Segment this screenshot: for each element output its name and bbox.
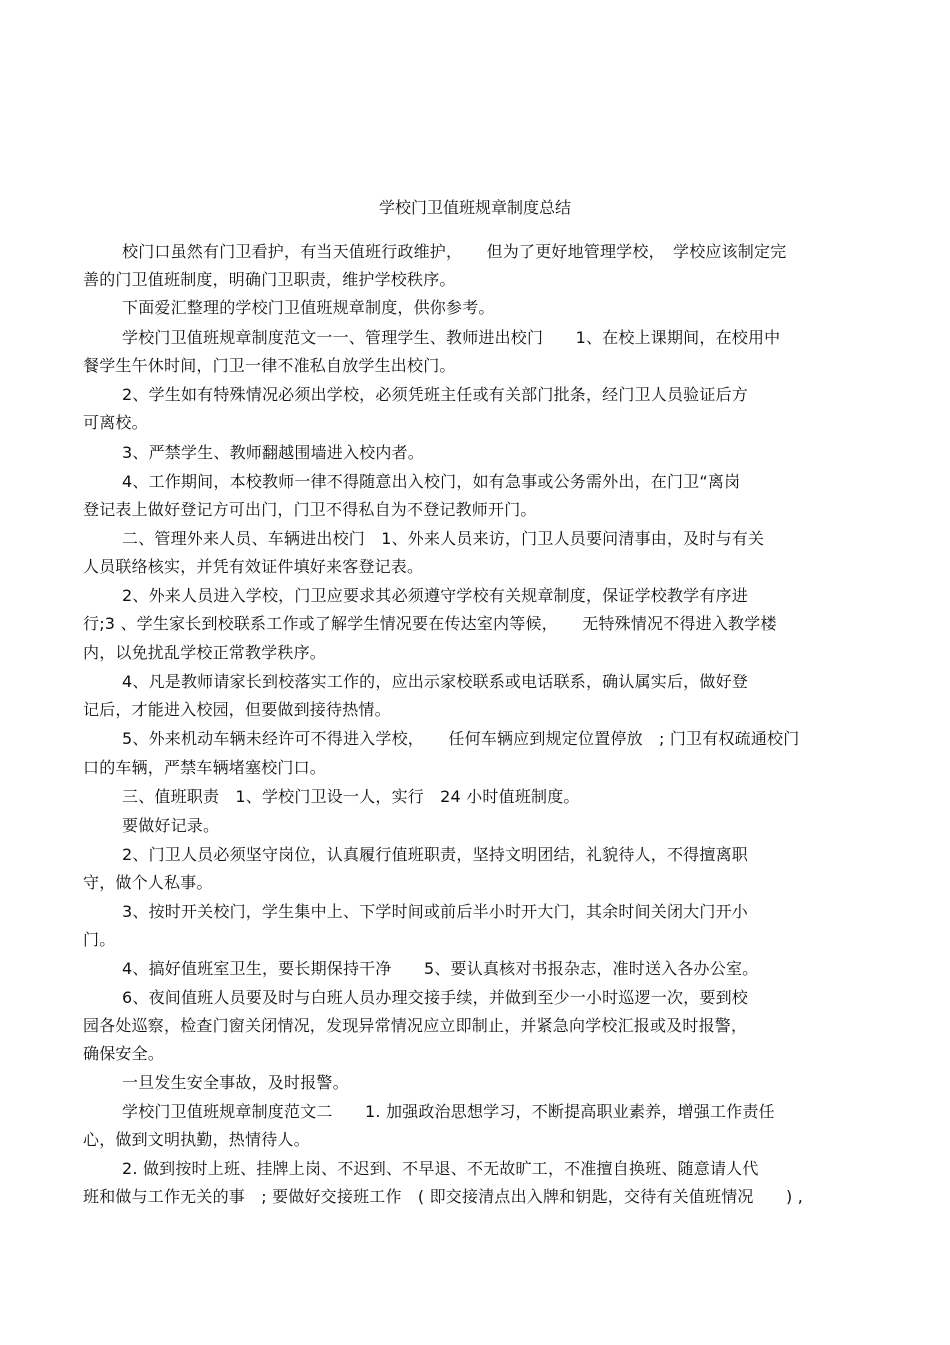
text-line: 善的门卫值班制度，明确门卫职责，维护学校秩序。 — [83, 270, 456, 289]
text-line: 6、夜间值班人员要及时与白班人员办理交接手续，并做到至少一小时巡逻一次，要到校 — [122, 988, 748, 1007]
text-line: 2、门卫人员必须坚守岗位，认真履行值班职责，坚持文明团结，礼貌待人，不得擅离职 — [122, 845, 748, 864]
text-line: 班和做与工作无关的事 ; 要做好交接班工作 ( 即交接清点出入牌和钥匙，交待有关值班情况 ) , — [83, 1187, 804, 1206]
text-line: 三、值班职责 1、学校门卫设一人，实行 24 小时值班制度。 — [122, 787, 580, 806]
text-line: 4、搞好值班室卫生，要长期保持干净 5、要认真核对书报杂志，准时送入各办公室。 — [122, 959, 759, 978]
text-line: 学校门卫值班规章制度范文二 1. 加强政治思想学习，不断提高职业素养，增强工作责任 — [122, 1102, 775, 1121]
text-line: 下面爱汇整理的学校门卫值班规章制度，供你参考。 — [122, 298, 495, 317]
text-line: 人员联络核实，并凭有效证件填好来客登记表。 — [83, 557, 424, 576]
text-line: 5、外来机动车辆未经许可不得进入学校， 任何车辆应到规定位置停放 ; 门卫有权疏通校门 — [122, 729, 800, 748]
document-title: 学校门卫值班规章制度总结 — [378, 198, 571, 217]
text-line: 记后，才能进入校园，但要做到接待热情。 — [83, 700, 391, 719]
text-line: 二、管理外来人员、车辆进出校门 1、外来人员来访，门卫人员要问清事由，及时与有关 — [122, 529, 765, 548]
text-line: 确保安全。 — [83, 1044, 165, 1063]
text-line: 4、凡是教师请家长到校落实工作的，应出示家校联系或电话联系，确认属实后，做好登 — [122, 672, 748, 691]
text-line: 3、严禁学生、教师翻越围墙进入校内者。 — [122, 443, 424, 462]
text-line: 2、学生如有特殊情况必须出学校，必须凭班主任或有关部门批条，经门卫人员验证后方 — [122, 385, 748, 404]
text-line: 3、按时开关校门，学生集中上、下学时间或前后半小时开大门，其余时间关闭大门开小 — [122, 902, 748, 921]
text-line: 餐学生午休时间，门卫一律不准私自放学生出校门。 — [83, 356, 456, 375]
text-line: 口的车辆，严禁车辆堵塞校门口。 — [83, 758, 327, 777]
text-line: 门。 — [83, 930, 116, 949]
text-line: 心，做到文明执勤，热情待人。 — [83, 1130, 310, 1149]
text-line: 学校门卫值班规章制度范文一一、管理学生、教师进出校门 1、在校上课期间，在校用中 — [122, 328, 781, 347]
text-line: 2. 做到按时上班、挂牌上岗、不迟到、不早退、不无故旷工，不准擅自换班、随意请人代 — [122, 1159, 759, 1178]
text-line: 要做好记录。 — [122, 816, 220, 835]
text-line: 守，做个人私事。 — [83, 873, 213, 892]
text-line: 一旦发生安全事故，及时报警。 — [122, 1073, 349, 1092]
text-line: 4、工作期间，本校教师一律不得随意出入校门，如有急事或公务需外出，在门卫“离岗 — [122, 472, 741, 491]
text-line: 内，以免扰乱学校正常教学秩序。 — [83, 643, 327, 662]
text-line: 行;3 、学生家长到校联系工作或了解学生情况要在传达室内等候， 无特殊情况不得进入教学楼 — [83, 614, 777, 633]
text-line: 园各处巡察，检查门窗关闭情况，发现异常情况应立即制止，并紧急向学校汇报或及时报警， — [83, 1016, 748, 1035]
text-line: 可离校。 — [83, 413, 148, 432]
text-line: 登记表上做好登记方可出门，门卫不得私自为不登记教师开门。 — [83, 500, 537, 519]
text-line: 校门口虽然有门卫看护，有当天值班行政维护， 但为了更好地管理学校， 学校应该制定完 — [122, 242, 787, 261]
text-line: 2、外来人员进入学校，门卫应要求其必须遵守学校有关规章制度，保证学校教学有序进 — [122, 586, 748, 605]
